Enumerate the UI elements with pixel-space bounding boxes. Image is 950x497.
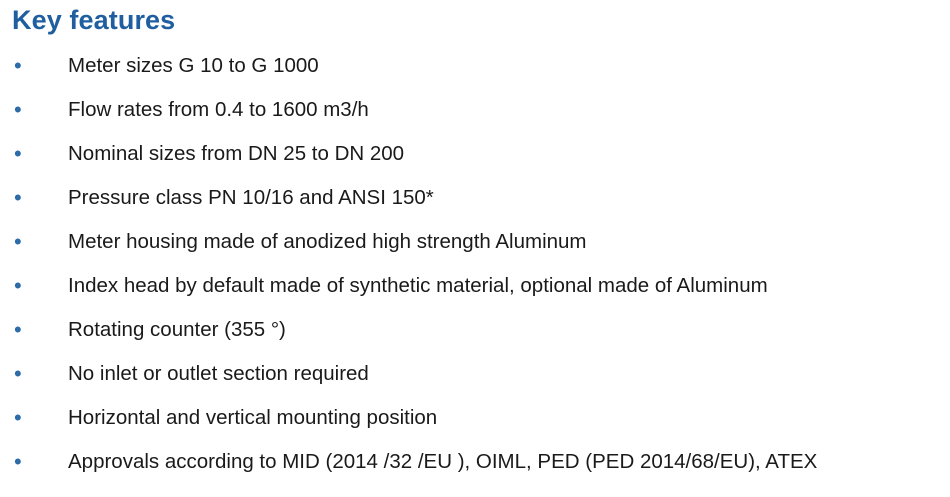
bullet-point-icon: • <box>14 140 22 166</box>
list-item <box>10 396 940 440</box>
list-item <box>10 264 940 308</box>
list-item <box>10 88 940 132</box>
list-item-label: Horizontal and vertical mounting position <box>68 405 438 429</box>
list-item <box>10 220 940 264</box>
list-item <box>10 352 940 396</box>
list-item <box>10 44 940 88</box>
bullet-point-icon: • <box>14 184 22 210</box>
list-item-label: Approvals according to MID (2014 /32 /EU ), OIML, PED (PED 2014/68/EU), ATEX <box>68 449 818 473</box>
list-item <box>10 440 940 484</box>
list-item-label: No inlet or outlet section required <box>68 361 369 385</box>
list-item <box>10 176 940 220</box>
bullet-point-icon: • <box>14 96 22 122</box>
list-item-label: Meter housing made of anodized high strength Aluminum <box>68 229 587 253</box>
list-item-label: Meter sizes G 10 to G 1000 <box>68 53 319 77</box>
page-title: Key features <box>12 5 176 35</box>
bullet-point-icon: • <box>14 448 22 474</box>
bullet-point-icon: • <box>14 360 22 386</box>
list-item-label: Pressure class PN 10/16 and ANSI 150* <box>68 185 434 209</box>
bullet-point-icon: • <box>14 228 22 254</box>
bullet-point-icon: • <box>14 272 22 298</box>
key-features-list <box>10 44 940 484</box>
list-item-label: Flow rates from 0.4 to 1600 m3/h <box>68 97 369 121</box>
list-item-label: Index head by default made of synthetic material, optional made of Aluminum <box>68 273 768 297</box>
list-item <box>10 132 940 176</box>
list-item <box>10 308 940 352</box>
bullet-point-icon: • <box>14 52 22 78</box>
bullet-point-icon: • <box>14 404 22 430</box>
list-item-label: Nominal sizes from DN 25 to DN 200 <box>68 141 405 165</box>
bullet-point-icon: • <box>14 316 22 342</box>
list-item-label: Rotating counter (355 °) <box>68 317 286 341</box>
